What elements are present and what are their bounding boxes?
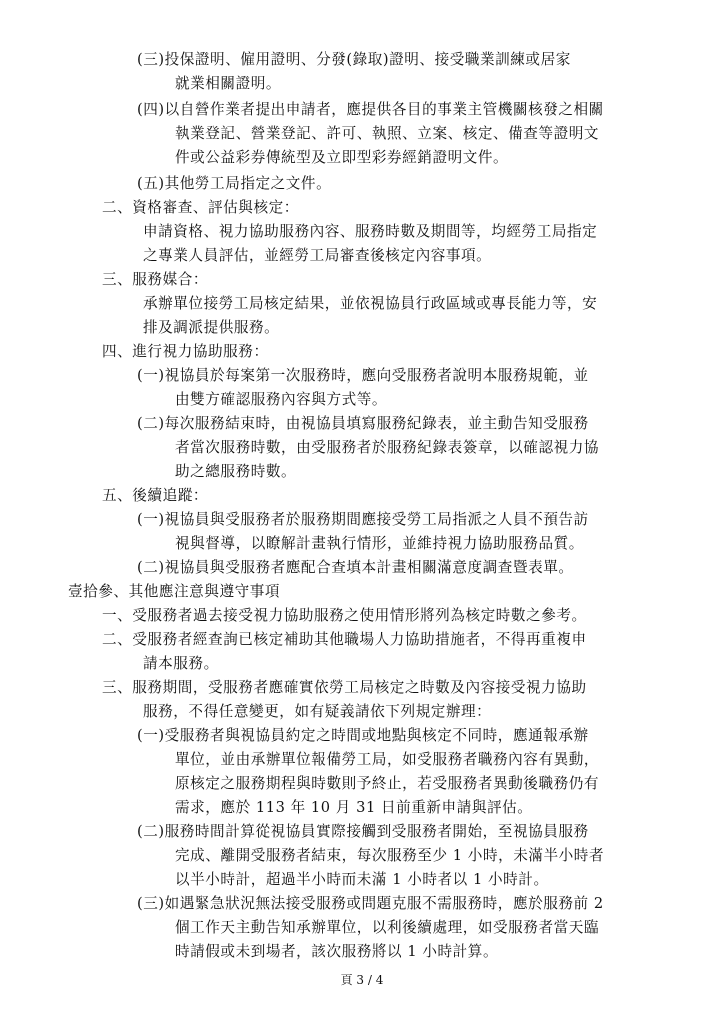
text-line: 件或公益彩券傳統型及立即型彩券經銷證明文件。: [175, 149, 509, 166]
text-line: 排及調派提供服務。: [143, 319, 280, 336]
text-line: 執業登記、營業登記、許可、執照、立案、核定、備查等證明文: [175, 125, 600, 142]
text-line: 原核定之服務期程與時數則予終止，若受服務者異動後職務仍有: [175, 775, 600, 792]
section-heading: 三、服務媒合：: [102, 271, 209, 288]
chapter-heading: 壹拾參、其他應注意與遵守事項: [68, 583, 281, 600]
text-line: 需求，應於 113 年 10 月 31 日前重新申請與評估。: [175, 799, 533, 816]
text-line: 者當次服務時數，由受服務者於服務紀錄表簽章，以確認視力協: [175, 439, 600, 456]
section-heading: 五、後續追蹤：: [102, 487, 209, 504]
text-line: 時請假或未到場者，該次服務將以 1 小時計算。: [175, 943, 499, 960]
text-line: 三、服務期間，受服務者應確實依勞工局核定之時數及內容接受視力協助: [102, 679, 587, 696]
text-line: (五)其他勞工局指定之文件。: [137, 175, 332, 192]
text-line: (二)視協員與受服務者應配合查填本計畫相關滿意度調查暨表單。: [137, 559, 574, 576]
text-line: (四)以自營作業者提出申請者，應提供各目的事業主管機關核發之相關: [137, 101, 604, 118]
text-line: (二)服務時間計算從視協員實際接觸到受服務者開始，至視協員服務: [137, 823, 589, 840]
text-line: (二)每次服務結束時，由視協員填寫服務紀錄表，並主動告知受服務: [137, 415, 589, 432]
text-line: 就業相關證明。: [175, 75, 282, 92]
text-line: (一)視協員於每案第一次服務時，應向受服務者說明本服務規範，並: [137, 367, 589, 384]
text-line: 單位，並由承辦單位報備勞工局，如受服務者職務內容有異動，: [175, 751, 600, 768]
text-line: 二、受服務者經查詢已核定補助其他職場人力協助措施者，不得再重複申: [102, 631, 587, 648]
text-line: 以半小時計，超過半小時而未滿 1 小時者以 1 小時計。: [175, 871, 549, 888]
text-line: 由雙方確認服務內容與方式等。: [175, 391, 388, 408]
text-line: 個工作天主動告知承辦單位，以利後續處理，如受服務者當天臨: [175, 919, 600, 936]
section-heading: 四、進行視力協助服務：: [102, 343, 269, 360]
text-line: (三)如遇緊急狀況無法接受服務或問題克服不需服務時，應於服務前 2: [137, 895, 604, 912]
text-line: 一、受服務者過去接受視力協助服務之使用情形將列為核定時數之參考。: [102, 607, 587, 624]
text-line: 承辦單位接勞工局核定結果，並依視協員行政區域或專長能力等，安: [143, 295, 598, 312]
text-line: 服務，不得任意變更，如有疑義請依下列規定辦理：: [143, 703, 492, 720]
text-line: 視與督導，以瞭解計畫執行情形，並維持視力協助服務品質。: [175, 535, 584, 552]
text-line: 完成、離開受服務者結束，每次服務至少 1 小時，未滿半小時者: [175, 847, 605, 864]
page-number: 頁 3 / 4: [340, 973, 384, 987]
text-line: (三)投保證明、僱用證明、分發(錄取)證明、接受職業訓練或居家: [137, 51, 571, 68]
text-line: 申請資格、視力協助服務內容、服務時數及期間等，均經勞工局指定: [143, 223, 598, 240]
text-line: (一)視協員與受服務者於服務期間應接受勞工局指派之人員不預告訪: [137, 511, 589, 528]
text-line: 請本服務。: [143, 655, 219, 672]
text-line: 之專業人員評估，並經勞工局審查後核定內容事項。: [143, 247, 492, 264]
text-line: 助之總服務時數。: [175, 463, 297, 480]
text-line: (一)受服務者與視協員約定之時間或地點與核定不同時，應通報承辦: [137, 727, 589, 744]
section-heading: 二、資格審查、評估與核定：: [102, 199, 299, 216]
